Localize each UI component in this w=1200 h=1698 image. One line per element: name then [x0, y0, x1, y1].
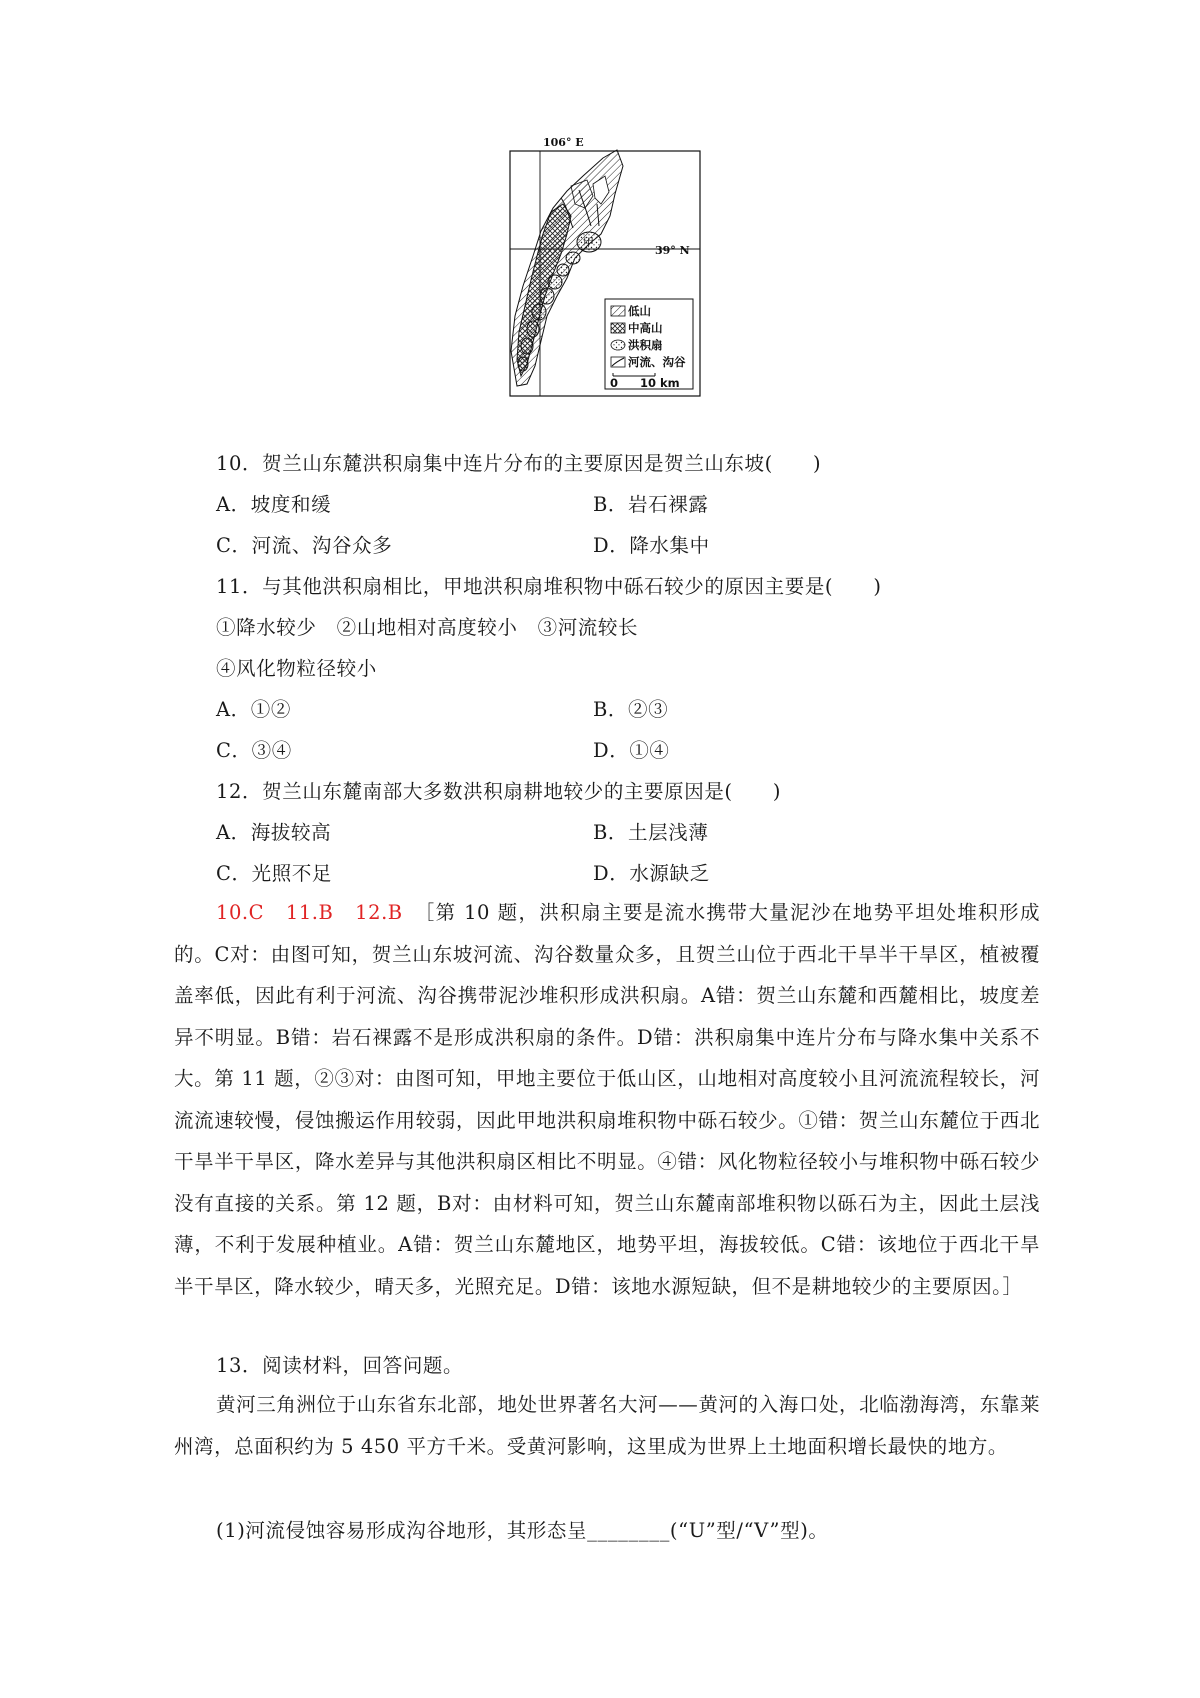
place-label-jia: 甲: [583, 236, 594, 249]
alluvial-fan: [532, 304, 546, 320]
legend-row-low-mountain: [611, 304, 651, 318]
question-10-option-c[interactable]: C．河流、沟谷众多: [216, 534, 393, 557]
map-svg: [505, 136, 755, 436]
svg-text:中高山: 中高山: [628, 321, 663, 335]
alluvial-fan-icon: [611, 340, 625, 350]
question-13-material: 黄河三角洲位于山东省东北部，地处世界著名大河——黄河的入海口处，北临渤海湾，东靠莱州湾，总面积约为 5 450 平方千米。受黄河影响，这里成为世界上土地面积增长最快的地方。: [174, 1393, 1040, 1458]
question-11-statements: ①降水较少 ②山地相对高度较小 ③河流较长: [216, 616, 639, 639]
question-11-statements: ④风化物粒径较小: [216, 657, 377, 680]
svg-text:0: 0: [610, 376, 619, 390]
alluvial-fan: [566, 252, 580, 264]
question-11-option-b[interactable]: B．②③: [593, 698, 669, 721]
answer-explanation: [174, 892, 1040, 1307]
alluvial-fan: [527, 321, 539, 337]
longitude-label: 106° E: [543, 136, 584, 149]
svg-text:河流、沟谷: 河流、沟谷: [628, 355, 686, 369]
latitude-label: 39° N: [655, 244, 690, 257]
legend-row-mid-high-mountain: [611, 321, 663, 335]
question-12-option-c[interactable]: C．光照不足: [216, 862, 333, 885]
svg-text:10 km: 10 km: [640, 376, 680, 390]
svg-text:低山: 低山: [628, 304, 651, 318]
svg-text:洪积扇: 洪积扇: [628, 338, 663, 352]
question-10-option-b[interactable]: B．岩石裸露: [593, 493, 709, 516]
alluvial-fan: [557, 264, 569, 276]
question-13-stem: 13．阅读材料，回答问题。: [216, 1354, 464, 1377]
legend-row-alluvial-fan: [611, 338, 663, 352]
explanation-text: ［第 10 题，洪积扇主要是流水携带大量泥沙在地势平坦处堆积形成的。C对：由图可知，贺兰山东坡河流、沟谷数量众多，且贺兰山位于西北干旱半干旱区，植被覆盖率低，因此有利于河流、沟谷携带泥沙堆积形成洪积扇。A错：贺兰山东麓和西麓相比，坡度差异不明显。B错：岩石裸露不是形成洪积扇的条件。D错：洪积扇集中连片分布与降水集中关系不大。第 11 题，②③对：由图可知，甲地主要位于低山区，山地相对高度较小且河流流程较长，河流流速较慢，侵蚀搬运作用较弱，因此甲地洪积扇堆积物中砾石较少。①错：贺兰山东麓位于西北干旱半干旱区，降水差异与其他洪积扇区相比不明显。④错：风化物粒径较小与堆积物中砾石较少没有直接的关系。第 12 题，B对：由材料可知，贺兰山东麓南部堆积物以砾石为主，因此土层浅薄，不利于发展种植业。A错：贺兰山东麓地区，地势平坦，海拔较低。C错：该地位于西北干旱半干旱区，降水较少，晴天多，光照充足。D错：该地水源短缺，但不是耕地较少的主要原因。］: [174, 901, 1040, 1298]
question-12-option-a[interactable]: A．海拔较高: [216, 821, 332, 844]
alluvial-fan: [521, 338, 533, 354]
alluvial-fan: [518, 357, 528, 371]
question-11-option-a[interactable]: A．①②: [216, 698, 291, 721]
hatch-cross-icon: [611, 323, 625, 333]
alluvial-fan: [540, 288, 554, 304]
question-12-option-b[interactable]: B．土层浅薄: [593, 821, 709, 844]
alluvial-fan: [548, 275, 562, 289]
question-12-stem: 12．贺兰山东麓南部大多数洪积扇耕地较少的主要原因是( ): [216, 780, 782, 803]
question-13-sub1: (1)河流侵蚀容易形成沟谷地形，其形态呈________(“U”型/“V”型)。: [216, 1519, 829, 1542]
answer-key: 10.C 11.B 12.B: [216, 901, 403, 924]
question-11-option-c[interactable]: C．③④: [216, 739, 292, 762]
legend-row-river: [611, 355, 686, 369]
helan-mountain-map: [505, 136, 755, 436]
question-10-option-a[interactable]: A．坡度和缓: [216, 493, 332, 516]
question-11-stem: 11．与其他洪积扇相比，甲地洪积扇堆积物中砾石较少的原因主要是( ): [216, 575, 882, 598]
question-10-stem: 10．贺兰山东麓洪积扇集中连片分布的主要原因是贺兰山东坡( ): [216, 452, 822, 475]
question-12-option-d[interactable]: D．水源缺乏: [593, 862, 710, 885]
question-11-option-d[interactable]: D．①④: [593, 739, 670, 762]
question-10-option-d[interactable]: D．降水集中: [593, 534, 710, 557]
hatch-diagonal-icon: [611, 306, 625, 316]
